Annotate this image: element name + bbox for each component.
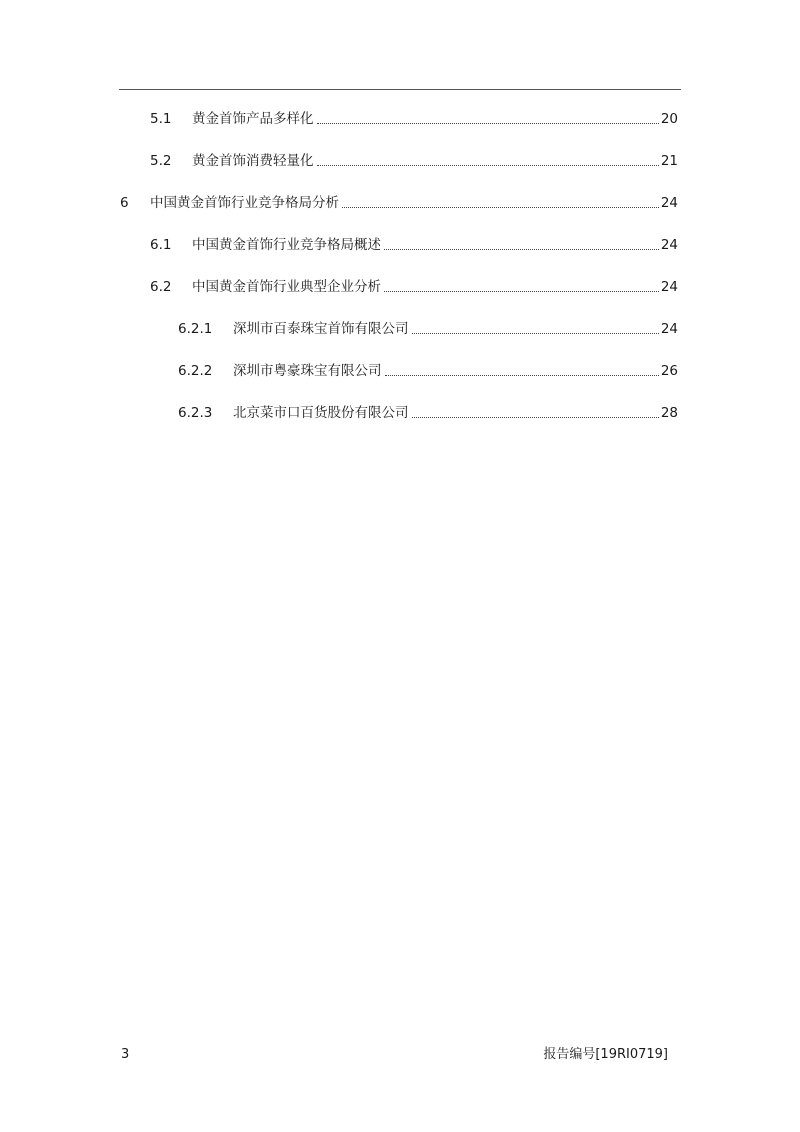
toc-entry-5-1[interactable] (150, 109, 678, 129)
toc-number: 6.2.3 (178, 405, 213, 421)
toc-page-number: 21 (660, 153, 678, 169)
toc-title: 北京菜市口百货股份有限公司 (233, 405, 409, 421)
toc-number: 6 (120, 195, 129, 211)
toc-title: 中国黄金首饰行业竞争格局分析 (150, 195, 339, 211)
header-rule (119, 89, 681, 90)
toc-page-number: 28 (660, 405, 678, 421)
toc-entry-6-2[interactable] (150, 277, 678, 297)
toc-page-number: 24 (660, 279, 678, 295)
toc-title: 深圳市粤豪珠宝有限公司 (233, 363, 382, 379)
toc-leader-dots (385, 374, 659, 376)
toc-entry-6-1[interactable] (150, 235, 678, 255)
toc-number: 6.2.1 (178, 321, 213, 337)
toc-number: 6.2 (150, 279, 172, 295)
toc-title: 黄金首饰产品多样化 (192, 111, 314, 127)
footer-page-number: 3 (121, 1047, 130, 1062)
toc-leader-dots (412, 332, 659, 334)
toc-leader-dots (384, 290, 659, 292)
toc-number: 6.1 (150, 237, 172, 253)
footer-report-code: 报告编号[19RI0719] (543, 1047, 668, 1062)
toc-entry-6-2-2[interactable] (178, 361, 678, 381)
toc-entry-6-2-3[interactable] (178, 403, 678, 423)
toc-entry-5-2[interactable] (150, 151, 678, 171)
toc-page-number: 24 (660, 195, 678, 211)
toc-leader-dots (317, 122, 659, 124)
toc-number: 5.2 (150, 153, 172, 169)
toc-entry-6-2-1[interactable] (178, 319, 678, 339)
toc-title: 深圳市百泰珠宝首饰有限公司 (233, 321, 409, 337)
toc-title: 中国黄金首饰行业竞争格局概述 (192, 237, 381, 253)
toc-page-number: 24 (660, 321, 678, 337)
toc-page-number: 26 (660, 363, 678, 379)
toc-leader-dots (342, 206, 659, 208)
toc-number: 5.1 (150, 111, 172, 127)
toc-page-number: 24 (660, 237, 678, 253)
toc-page-number: 20 (660, 111, 678, 127)
toc-title: 黄金首饰消费轻量化 (192, 153, 314, 169)
toc-title: 中国黄金首饰行业典型企业分析 (192, 279, 381, 295)
toc-leader-dots (317, 164, 659, 166)
toc-number: 6.2.2 (178, 363, 213, 379)
toc-leader-dots (384, 248, 659, 250)
toc-entry-6[interactable] (120, 193, 678, 213)
toc-leader-dots (412, 416, 659, 418)
